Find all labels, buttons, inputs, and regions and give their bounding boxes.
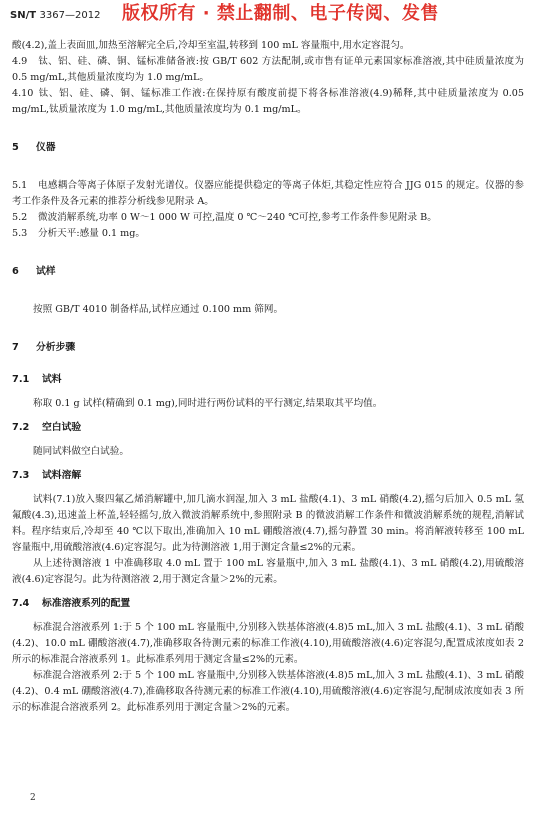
section-title: 试料溶解: [42, 470, 82, 481]
clause-4-9: [12, 54, 524, 86]
clause-number: 4.9: [12, 56, 28, 67]
section-number: 7: [12, 342, 19, 353]
paragraph-standard-series-2: 标准混合溶液系列 2:于 5 个 100 mL 容量瓶中,分别移入铁基体溶液(4.8)5 mL,加入 3 mL 盐酸(4.1)、3 mL 硝酸(4.2)、0.4 mL 硼酸溶液(4.7),准确移取各待测元素的标准工作液(4.10),用硫酸溶液(4.6)定容混匀,配制成浓度如表 3 所示的标准混合溶液系列 2。此标准系列用于测定含量＞2%的元素。: [12, 670, 524, 713]
clause-number: 5.1: [12, 180, 28, 191]
section-number: 7.2: [12, 422, 30, 433]
paragraph-blank-test: 随同试料做空白试验。: [33, 446, 129, 457]
section-heading-5: [12, 140, 524, 156]
section-heading-6: [12, 264, 524, 280]
paragraph-sample: 按照 GB/T 4010 制备样品,试样应通过 0.100 mm 筛网。: [33, 304, 284, 315]
section-title: 试料: [42, 374, 62, 385]
paragraph-dissolution-1: 试料(7.1)放入聚四氟乙烯消解罐中,加几滴水润湿,加入 3 mL 盐酸(4.1)、3 mL 硝酸(4.2),摇匀后加入 0.5 mL 氢氟酸(4.3),迅速盖上杯盖,轻轻摇匀,放入微波消解系统中,参照附录 B 的微波消解工作条件和微波消解系统的规程,消解试料。程序结束后,冷却至 40 ℃以下取出,准确加入 10 mL 硼酸溶液(4.7),摇匀静置 30 min。将消解液转移至 100 mL 容量瓶中,用硫酸溶液(4.6)定容混匀。此为待测溶液 1,用于测定含量≤2%的元素。: [12, 494, 524, 553]
section-number: 7.4: [12, 598, 30, 609]
clause-text: 分析天平:感量 0.1 mg。: [38, 228, 145, 239]
standard-number: 3367—2012: [39, 10, 101, 21]
paragraph-standard-series-1: 标准混合溶液系列 1:于 5 个 100 mL 容量瓶中,分别移入铁基体溶液(4.8)5 mL,加入 3 mL 盐酸(4.1)、3 mL 硝酸(4.2)、10.0 mL 硼酸溶液(4.7),准确移取各待测元素的标准工作液(4.10),用硫酸溶液(4.6)定容混匀,配置成浓度如表 2 所示的标准混合溶液系列 1。此标准系列用于测定含量≤2%的元素。: [12, 622, 524, 665]
section-heading-7-3: [12, 468, 524, 484]
clause-5-1: [12, 178, 524, 210]
section-number: 6: [12, 266, 19, 277]
section-title: 试样: [36, 266, 56, 277]
standard-prefix: SN/T: [10, 10, 37, 21]
page-number: 2: [30, 793, 36, 803]
section-title: 分析步骤: [36, 342, 76, 353]
section-heading-7-4: [12, 596, 524, 612]
document-body: [12, 38, 524, 716]
clause-5-2: [12, 210, 524, 226]
section-title: 标准溶液系列的配置: [42, 598, 131, 609]
section-title: 空白试验: [42, 422, 82, 433]
section-number: 7.1: [12, 374, 30, 385]
paragraph-test-portion: 称取 0.1 g 试样(精确到 0.1 mg),同时进行两份试料的平行测定,结果取其平均值。: [33, 398, 383, 409]
clause-text: 钛、铝、硅、磷、铜、锰标准工作液:在保持原有酸度前提下将各标准溶液(4.9)稀释,其中硅质量浓度为 0.05 mg/mL,钛质量浓度为 1.0 mg/mL,其他质量浓度均为 0.1 mg/mL。: [12, 88, 524, 115]
clause-number: 5.2: [12, 212, 28, 223]
clause-5-3: [12, 226, 524, 242]
section-number: 7.3: [12, 470, 30, 481]
section-title: 仪器: [36, 142, 56, 153]
section-heading-7-1: [12, 372, 524, 388]
standard-code: [10, 8, 100, 24]
clause-number: 5.3: [12, 228, 28, 239]
section-heading-7-2: [12, 420, 524, 436]
paragraph-dissolution-2: 从上述待测溶液 1 中准确移取 4.0 mL 置于 100 mL 容量瓶中,加入 3 mL 盐酸(4.1)、3 mL 硝酸(4.2),用硫酸溶液(4.6)定容混匀。此为待测溶液 2,用于测定含量＞2%的元素。: [12, 558, 524, 585]
section-heading-7: [12, 340, 524, 356]
clause-number: 4.10: [12, 88, 34, 99]
section-number: 5: [12, 142, 19, 153]
clause-text: 微波消解系统,功率 0 W～1 000 W 可控,温度 0 ℃～240 ℃可控,参考工作条件参见附录 B。: [38, 212, 437, 223]
paragraph-continuation: 酸(4.2),盖上表面皿,加热至溶解完全后,冷却至室温,转移到 100 mL 容量瓶中,用水定容混匀。: [12, 40, 410, 51]
clause-4-10: [12, 86, 524, 118]
clause-text: 电感耦合等离子体原子发射光谱仪。仪器应能提供稳定的等离子体炬,其稳定性应符合 JJG 015 的规定。仪器的参考工作条件及各元素的推荐分析线参见附录 A。: [12, 180, 524, 207]
clause-text: 钛、铝、硅、磷、铜、锰标准储备液:按 GB/T 602 方法配制,或市售有证单元素国家标准溶液,其中硅质量浓度为 0.5 mg/mL,其他质量浓度均为 1.0 mg/mL。: [12, 56, 524, 83]
copyright-watermark: 版权所有 · 禁止翻制、电子传阅、发售: [122, 3, 439, 24]
